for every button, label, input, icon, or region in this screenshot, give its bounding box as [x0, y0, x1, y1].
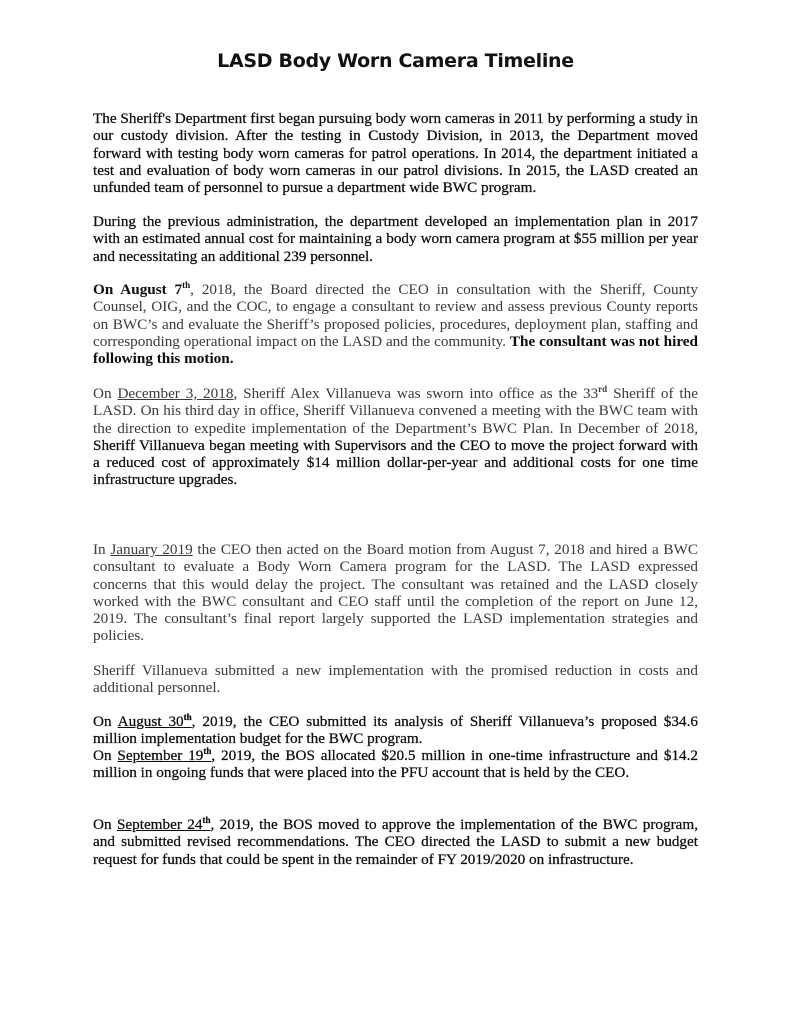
document-title: LASD Body Worn Camera Timeline — [217, 50, 574, 72]
date-january-2019: January 2019 — [110, 541, 193, 558]
reduced-cost-note: Sheriff Villanueva began meeting with Supervisors and the CEO to move the project forward with a reduced cost of approximately $14 million dollar-per-year and additional costs for one time infrastructure upgrades. — [93, 436, 698, 489]
paragraph-august-30-2019: On August 30th, 2019, the CEO submitted its analysis of Sheriff Villanueva’s proposed $34.6 million implementation budget for the BWC program. — [93, 712, 698, 748]
paragraph-previous-administration: During the previous administration, the department developed an implementation plan in 2017 with an estimated annual cost for maintaining a body worn camera program at $55 million per year and necessitating an additional 239 personnel. — [93, 213, 698, 265]
paragraph-history-2011-2015: The Sheriff's Department first began pursuing body worn cameras in 2011 by performing a study in our custody division. After the testing in Custody Division, in 2013, the Department moved forward with testing body worn cameras for patrol operations. In 2014, the department initiated a test and evaluation of body worn cameras in our patrol divisions. In 2015, the LASD created an unfunded team of personnel to pursue a department wide BWC program. — [93, 110, 698, 197]
paragraph-september-24-2019: On September 24th, 2019, the BOS moved to approve the implementation of the BWC program, and submitted revised recommendations. The CEO directed the LASD to submit a new budget request for funds that could be spent in the remainder of FY 2019/2020 on infrastructure. — [93, 815, 698, 868]
date-august-30-2019: August 30th — [117, 712, 192, 730]
date-september-19-2019: September 19th — [117, 746, 212, 764]
date-september-24-2019: September 24th — [116, 815, 211, 833]
consultant-not-hired-note: The consultant was not hired following this motion. — [93, 332, 698, 368]
paragraph-january-2019-consultant: In January 2019 the CEO then acted on the Board motion from August 7, 2018 and hired a BWC consultant to evaluate a Body Worn Camera program for the LASD. The LASD expressed concerns that this would delay the project. The consultant was retained and the LASD closely worked with the BWC consultant and CEO staff until the completion of the report on June 12, 2019. The consultant’s final report largely supported the LASD implementation strategies and policies. — [93, 541, 698, 645]
paragraph-august-2018-board-motion: On August 7th, 2018, the Board directed the CEO in consultation with the Sheriff, County Counsel, OIG, and the COC, to engage a consultant to review and assess previous County reports on BWC’s and evaluate the Sheriff’s proposed policies, procedures, deployment plan, staffing and corresponding operational impact on the LASD and the community. The consultant was not hired following this motion. — [93, 280, 698, 368]
paragraph-september-19-2019: On September 19th, 2019, the BOS allocated $20.5 million in one-time infrastructure and $14.2 million in ongoing funds that were placed into the PFU account that is held by the CEO. — [93, 746, 699, 782]
date-august-7-2018: On August 7th — [93, 280, 191, 298]
date-december-3-2018: December 3, 2018 — [117, 385, 234, 402]
paragraph-new-implementation: Sheriff Villanueva submitted a new implementation with the promised reduction in costs and additional personnel. — [93, 662, 698, 697]
paragraph-december-2018-sworn-in: On December 3, 2018, Sheriff Alex Villanueva was sworn into office as the 33rd Sheriff of the LASD. On his third day in office, Sheriff Villanueva convened a meeting with the BWC team with the direction to expedite implementation of the Department’s BWC Plan. In December of 2018, Sheriff Villanueva began meeting with Supervisors and the CEO to move the project forward with a reduced cost of approximately $14 million dollar-per-year and additional costs for one time infrastructure upgrades. — [93, 384, 698, 489]
